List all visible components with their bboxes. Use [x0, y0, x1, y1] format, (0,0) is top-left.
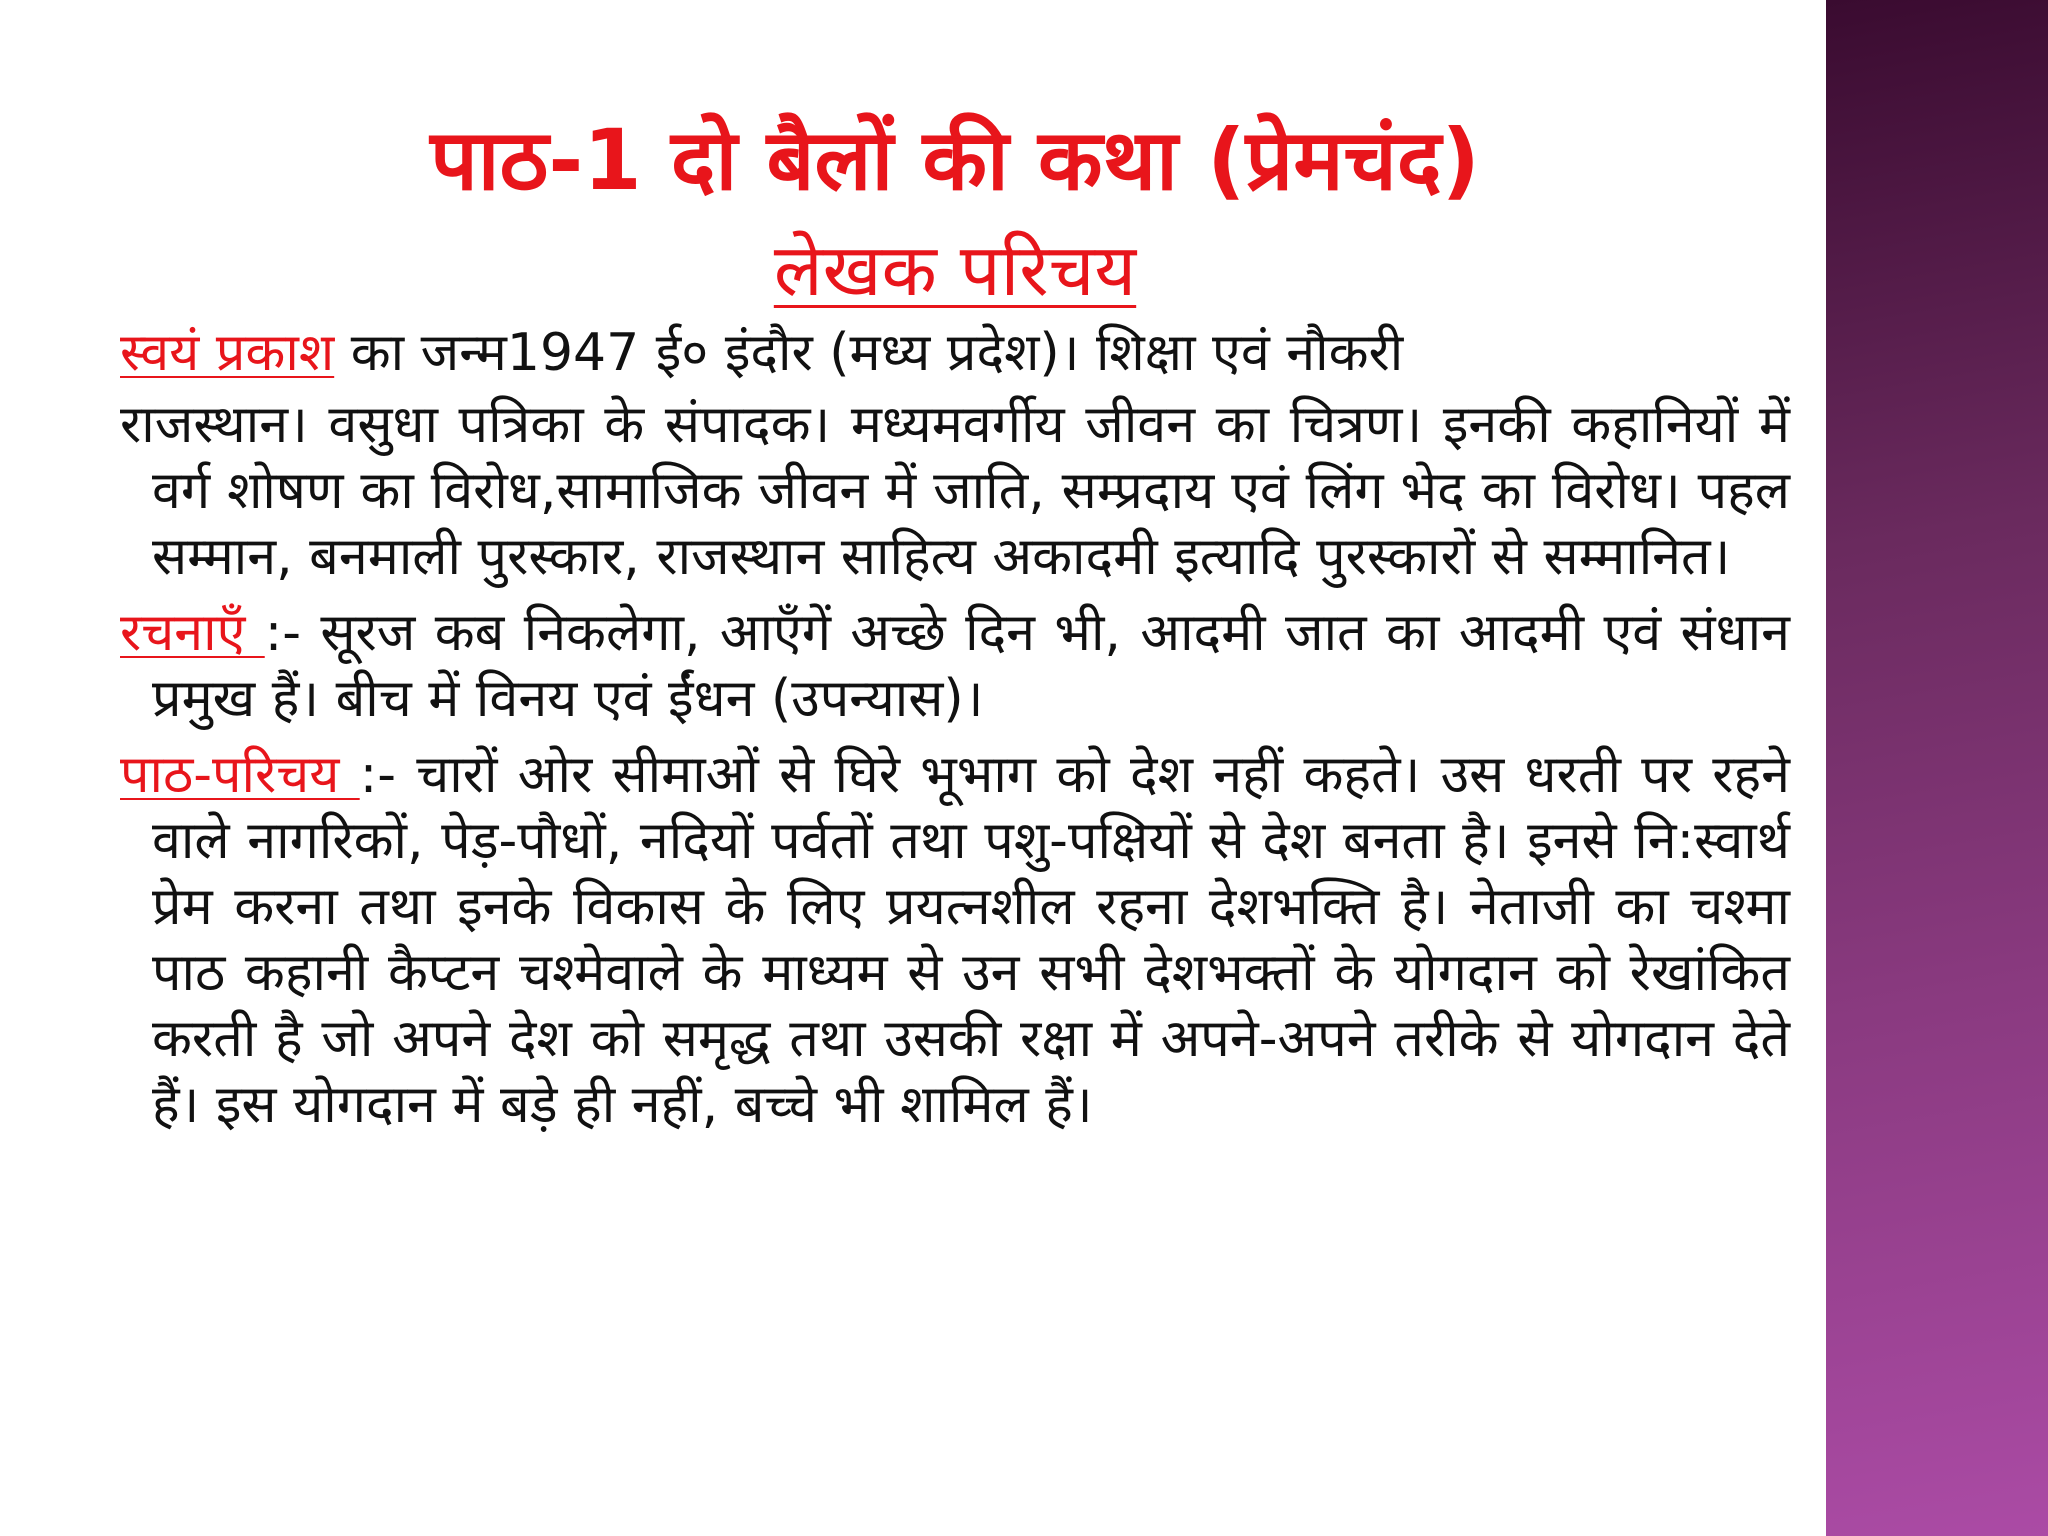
- lesson-intro-text: :- चारों ओर सीमाओं से घिरे भूभाग को देश नहीं कहते। उस धरती पर रहने वाले नागरिकों, पेड़-पौधों, नदियों पर्वतों तथा पशु-पक्षियों से देश बनता है। इनसे नि:स्वार्थ प्रेम करना तथा इनके विकास के लिए प्रयत्नशील रहना देशभक्ति है। नेताजी का चश्मा पाठ कहानी कैप्टन चश्मेवाले के माध्यम से उन सभी देशभक्तों के योगदान को रेखांकित करती है जो अपने देश को समृद्ध तथा उसकी रक्षा में अपने-अपने तरीके से योगदान देते हैं। इस योगदान में बड़े ही नहीं, बच्चे भी शामिल हैं।: [152, 745, 1790, 1135]
- slide-content: [120, 100, 1790, 1148]
- lesson-intro-paragraph: [120, 742, 1790, 1138]
- section-heading-author-intro: लेखक परिचय: [773, 228, 1137, 312]
- author-bio-paragraph: राजस्थान। वसुधा पत्रिका के संपादक। मध्यमवर्गीय जीवन का चित्रण। इनकी कहानियों में वर्ग शोषण का विरोध,सामाजिक जीवन में जाति, सम्प्रदाय एवं लिंग भेद का विरोध। पहल सम्मान, बनमाली पुरस्कार, राजस्थान साहित्य अकादमी इत्यादि पुरस्कारों से सम्मानित।: [120, 395, 1790, 587]
- slide-title: पाठ-1 दो बैलों की कथा (प्रेमचंद): [430, 111, 1480, 209]
- works-text: :- सूरज कब निकलेगा, आएँगें अच्छे दिन भी, आदमी जात का आदमी एवं संधान प्रमुख हैं। बीच में विनय एवं ईंधन (उपन्यास)।: [152, 603, 1790, 729]
- works-paragraph: [120, 600, 1790, 732]
- decorative-side-band: [1826, 0, 2048, 1536]
- lesson-intro-label: पाठ-परिचय: [120, 745, 360, 805]
- author-name-label: स्वयं प्रकाश: [120, 323, 335, 383]
- author-birth-text: का जन्म1947 ई० इंदौर (मध्य प्रदेश)। शिक्षा एवं नौकरी: [334, 323, 1404, 383]
- works-label: रचनाएँ: [120, 603, 265, 663]
- subtitle-container: [120, 220, 1790, 320]
- author-birth-paragraph: [120, 320, 1790, 386]
